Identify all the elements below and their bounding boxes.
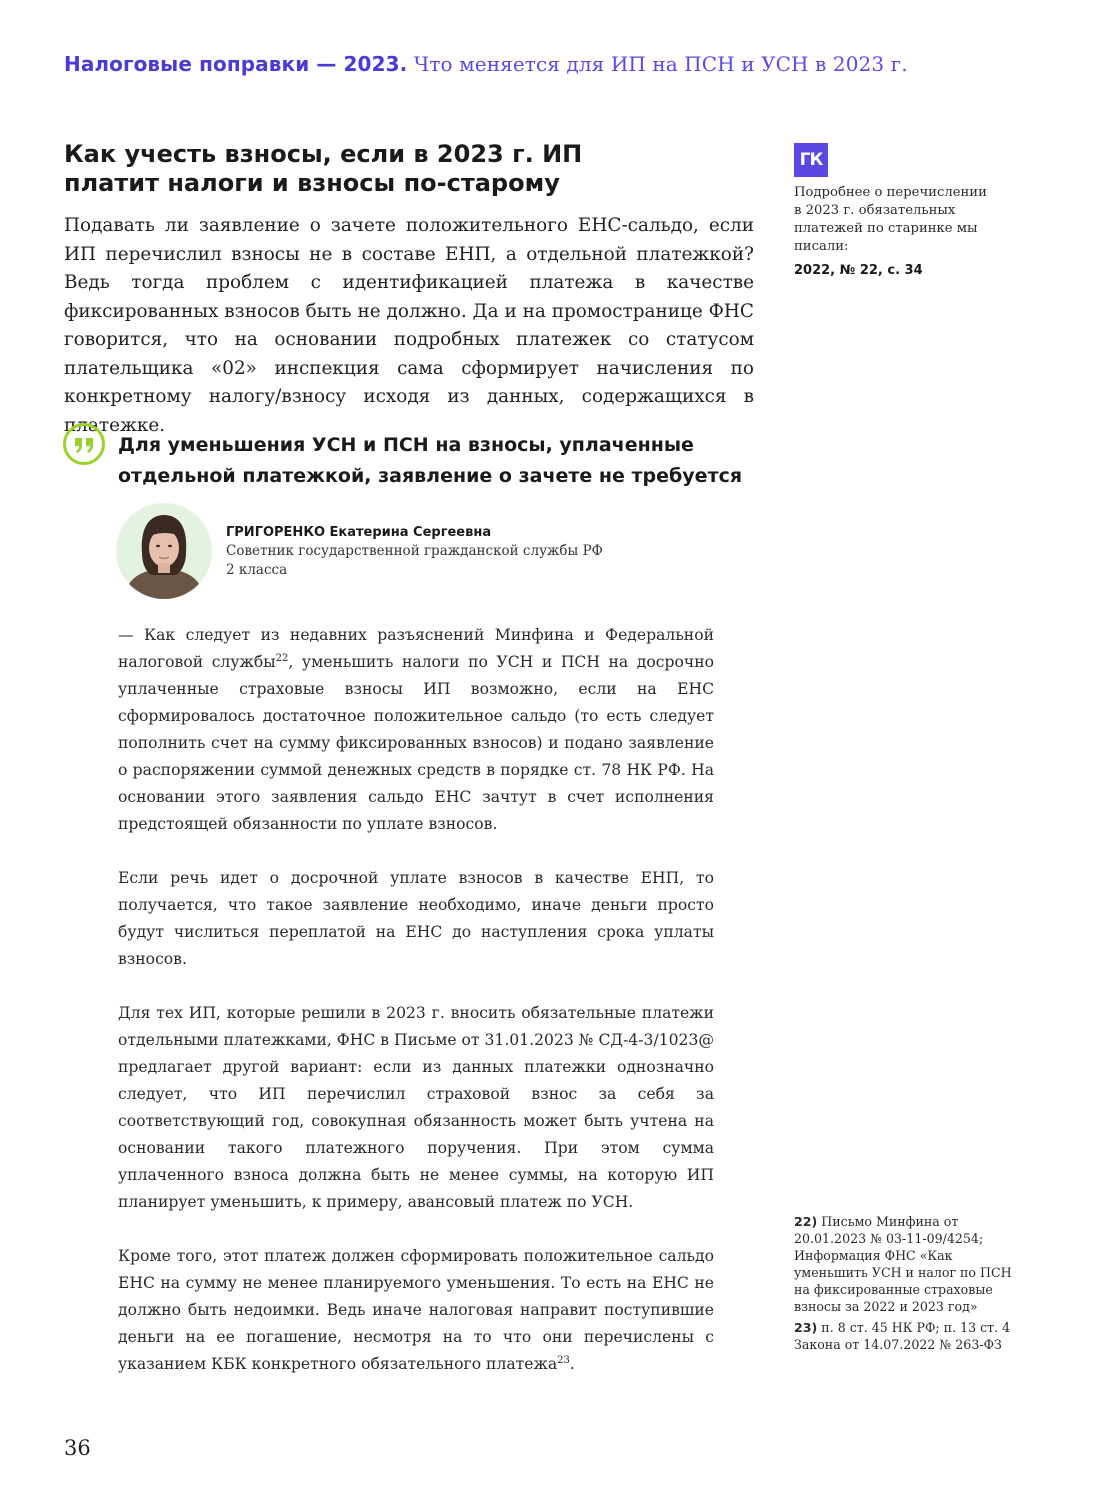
sidebar-reference: 2022, № 22, с. 34 — [794, 263, 923, 278]
body-paragraph: Кроме того, этот платеж должен сформировать положительное сальдо ЕНС на сумму не менее планируемого уменьшения. То есть на ЕНС не должно быть недоимки. Ведь иначе налоговая направит поступившие деньги на ее погашение, несмотря на то что они перечислены с указанием КБК конкретного обязательного платежа$^{23}$. — [118, 1247, 714, 1373]
author-role: Советник государственной гражданской службы РФ 2 класса — [226, 543, 603, 578]
sidebar-note — [794, 184, 994, 280]
author-portrait — [116, 503, 212, 599]
article-title: Как учесть взносы, если в 2023 г. ИП платит налоги и взносы по-старому — [64, 140, 583, 197]
section-subtitle: Что меняется для ИП на ПСН и УСН в 2023 г. — [413, 52, 908, 76]
article-lead: Подавать ли заявление о зачете положительного ЕНС-сальдо, если ИП перечислил взносы не в составе ЕНП, а отдельной платежкой? Ведь тогда проблем с идентификацией платежа в качестве фиксированных взносов быть не должно. Да и на промостранице ФНС говорится, что на основании подробных платежек со статусом плательщика «02» инспекция сама сформирует начисления по конкретному налогу/взносу исходя из данных, содержащихся в платежке. — [64, 215, 754, 436]
sidebar-note-text: Подробнее о перечислении в 2023 г. обязательных платежей по старинке мы писали: — [794, 185, 987, 254]
footnotes — [794, 1213, 1016, 1357]
body-paragraph: Если речь идет о досрочной уплате взносов в качестве ЕНП, то получается, что такое заявление необходимо, иначе деньги просто будут числиться переплатой на ЕНС до наступления срока уплаты взносов. — [118, 869, 714, 968]
running-header — [64, 52, 908, 76]
footnote: 23) п. 8 ст. 45 НК РФ; п. 13 ст. 4 Закона от 14.07.2022 № 263-ФЗ — [794, 1320, 1011, 1352]
body-paragraph: — Как следует из недавних разъяснений Минфина и Федеральной налоговой службы$^{22}$, уменьшить налоги по УСН и ПСН на досрочно уплаченные страховые взносы ИП возможно, если на ЕНС сформировалось достаточное положительное сальдо (то есть следует пополнить счет на сумму фиксированных взносов) и подано заявление о распоряжении суммой денежных средств в порядке ст. 78 НК РФ. На основании этого заявления сальдо ЕНС зачтут в счет исполнения предстоящей обязанности по уплате взносов. — [118, 626, 714, 833]
quote-author — [226, 523, 606, 580]
section-title: Налоговые поправки — 2023. — [64, 52, 408, 76]
author-name: ГРИГОРЕНКО Екатерина Сергеевна — [226, 525, 492, 540]
quote-icon — [62, 422, 106, 466]
footnote: 22) Письмо Минфина от 20.01.2023 № 03-11-09/4254; Информация ФНС «Как уменьшить УСН и налог по ПСН на фиксированные страховые взносы за 2022 и 2023 год» — [794, 1214, 1012, 1314]
body-paragraph: Для тех ИП, которые решили в 2023 г. вносить обязательные платежи отдельными платежками, ФНС в Письме от 31.01.2023 № СД-4-3/1023@ предлагает другой вариант: если из данных платежки однозначно следует, что ИП перечислил страховой взнос за себя за соответствующий год, совокупная обязанность может быть учтена на основании такого платежного поручения. При этом сумма уплаченного взноса должна быть не менее суммы, на которую ИП планирует уменьшить, к примеру, авансовый платеж по УСН. — [118, 1004, 714, 1211]
brand-logo-icon: ГК — [794, 143, 828, 177]
page-number: 36 — [64, 1436, 91, 1460]
footnote-ref: 22 — [275, 652, 289, 664]
quote-title: Для уменьшения УСН и ПСН на взносы, уплаченные отдельной платежкой, заявление о зачете не требуется — [118, 434, 743, 487]
footnote-ref: 23 — [557, 1354, 570, 1366]
article-body — [118, 622, 714, 1405]
